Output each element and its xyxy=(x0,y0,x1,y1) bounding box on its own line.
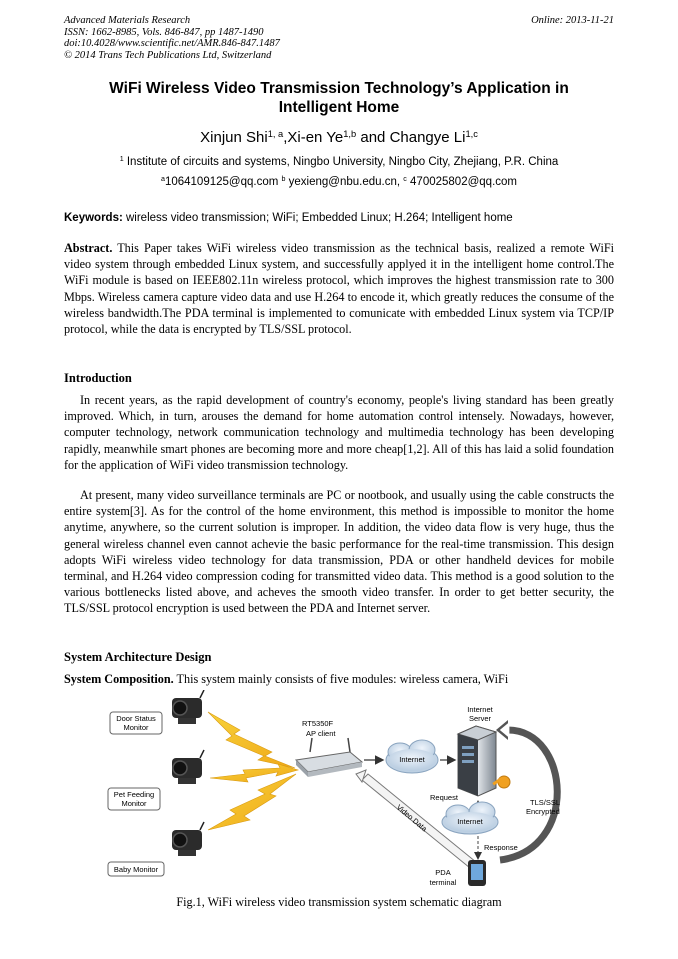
title-line-2: Intelligent Home xyxy=(278,99,400,116)
internet-cloud-1 xyxy=(386,740,438,773)
email-sup-a: a xyxy=(160,175,165,184)
abstract-text: This Paper takes WiFi wireless video transmission as the technical basis, realized a remote WiFi video system through embedded Linux system, and successfully applyed it in the intelligent home control.The WiFi module is based on IEEE802.11n wireless protocol, which improves the highest transmission rate to 300 Mbps. Wireless camera capture video data and use H.264 to encode it, which greatly reduces the consume of the wireless bandwidth.The PDA terminal is implemented to comunicate with embedded Linux system via TCP/IP protocol, while the data is encrypted by TLS/SSL protocol. xyxy=(64,241,614,337)
sysarch-heading: System Architecture Design xyxy=(64,650,212,664)
issn: ISSN: 1662-8985, Vols. 846-847, pp 1487-1490 xyxy=(64,26,264,38)
keywords xyxy=(64,212,513,224)
camera-2 xyxy=(172,750,204,784)
pda-terminal xyxy=(430,860,486,887)
ap-label-line-1: RT5350F xyxy=(302,719,334,728)
email-a: 1064109125@qq.com xyxy=(164,176,282,188)
author-3-sup: 1,c xyxy=(465,128,478,139)
affiliation xyxy=(64,156,614,168)
affiliation-text: Institute of circuits and systems, Ningbo University, Ningbo City, Zhejiang, P.R. China xyxy=(123,156,559,168)
author-3: and Changye Li xyxy=(356,129,466,146)
email-sup-c: c xyxy=(403,175,407,184)
intro-p1-text: In recent years, as the rapid development of country's economy, people's living standard has been greatly improved. Which, in turn, arouses the demand for home automation control intensely. Nowadays, however, computer technology, network communication technology and multimedia technology has been developing rapidly, meanwhile smart phones are becoming more and more cheap[1,2]. All of this has laid a solid foundation for the application of WiFi video transmission technology. xyxy=(64,393,614,472)
figure-caption: Fig.1, WiFi wireless video transmission system schematic diagram xyxy=(176,895,502,909)
tls-label-line-1: TLS/SSL xyxy=(530,798,561,807)
ap-label-line-2: AP client xyxy=(306,729,336,738)
camera-1-label-line-2: Monitor xyxy=(123,723,149,732)
camera-2-label-line-1: Pet Feeding xyxy=(113,790,155,799)
camera-1 xyxy=(172,690,204,724)
keywords-label: Keywords: xyxy=(64,212,123,224)
tls-label-line-2: Encrypted xyxy=(526,807,560,816)
pda-label-line-1: PDA xyxy=(435,868,451,877)
video-data-label: Video Data xyxy=(394,802,429,834)
internet-server xyxy=(458,705,496,796)
internet-cloud-2 xyxy=(442,802,498,834)
internet-1-label: Internet xyxy=(399,755,425,764)
author-1: Xinjun Shi xyxy=(200,129,268,146)
keywords-text: wireless video transmission; WiFi; Embedded Linux; H.264; Intelligent home xyxy=(122,212,513,224)
response-label: Response xyxy=(484,843,518,852)
email-b: yexieng@nbu.edu.cn, xyxy=(285,176,404,188)
intro-heading: Introduction xyxy=(64,371,132,385)
author-list xyxy=(64,129,614,146)
intro-paragraph-2 xyxy=(64,487,614,617)
emails xyxy=(64,176,614,188)
server-label-line-2: Server xyxy=(468,714,492,723)
system-composition-text: This system mainly consists of five modules: wireless camera, WiFi xyxy=(173,672,509,686)
system-composition xyxy=(64,671,614,687)
affiliation-sup: 1 xyxy=(119,155,124,164)
journal-header xyxy=(64,15,280,61)
author-2-sup: 1,b xyxy=(343,128,357,139)
wireless-bolt-1 xyxy=(208,712,295,768)
system-diagram xyxy=(100,690,580,890)
camera-1-label xyxy=(110,712,162,734)
camera-3-label xyxy=(108,862,164,876)
camera-1-label-line-1: Door Status xyxy=(116,714,156,723)
ap-router xyxy=(296,719,362,777)
online-date: Online: 2013-11-21 xyxy=(531,15,614,26)
doi: doi:10.4028/www.scientific.net/AMR.846-847.1487 xyxy=(64,38,280,49)
server-label-line-1: Internet xyxy=(467,705,493,714)
camera-2-label xyxy=(108,788,160,810)
internet-2-label: Internet xyxy=(457,817,483,826)
paper-title xyxy=(64,79,614,117)
camera-3 xyxy=(172,822,204,856)
pda-label-line-2: terminal xyxy=(429,878,457,887)
intro-p2-text: At present, many video surveillance terminals are PC or nootbook, and usually using the cable constructs the entire system[3]. As for the control of the home environment, this method is impossible to monitor the home anytime, anywhere, so the current solution is improper. In addition, the video data flow is very huge, thus the general wireless channel even cannot achevie the basic performance for the real-time transmission. This design adopts WiFi wireless video technology for data transmission, PDA or other handheld devices for mobile terminal, and H.264 video compression coding for transmitted video data. This method is a good solution to the various bottlenecks listed above, and acheves the smooth video transfer. In order to get better security, the TLS/SSL protocol encryption is used between the PDA and Internet server. xyxy=(64,488,614,616)
email-c: 470025802@qq.com xyxy=(406,176,517,188)
wireless-bolt-3 xyxy=(208,774,296,830)
email-sup-b: b xyxy=(281,175,286,184)
author-2: ,Xi-en Ye xyxy=(283,129,344,146)
author-1-sup: 1, a xyxy=(267,128,284,139)
system-composition-label: System Composition. xyxy=(64,672,174,686)
request-label: Request xyxy=(430,793,458,802)
camera-3-label-text: Baby Monitor xyxy=(113,865,159,874)
tls-return-arrow xyxy=(500,730,557,860)
abstract xyxy=(64,240,614,337)
abstract-label: Abstract. xyxy=(64,241,113,255)
copyright: © 2014 Trans Tech Publications Ltd, Switzerland xyxy=(64,49,272,61)
journal-name: Advanced Materials Research xyxy=(64,15,191,26)
camera-2-label-line-2: Monitor xyxy=(121,799,147,808)
intro-paragraph-1 xyxy=(64,392,614,473)
title-line-1: WiFi Wireless Video Transmission Technology’s Application in xyxy=(109,80,569,97)
